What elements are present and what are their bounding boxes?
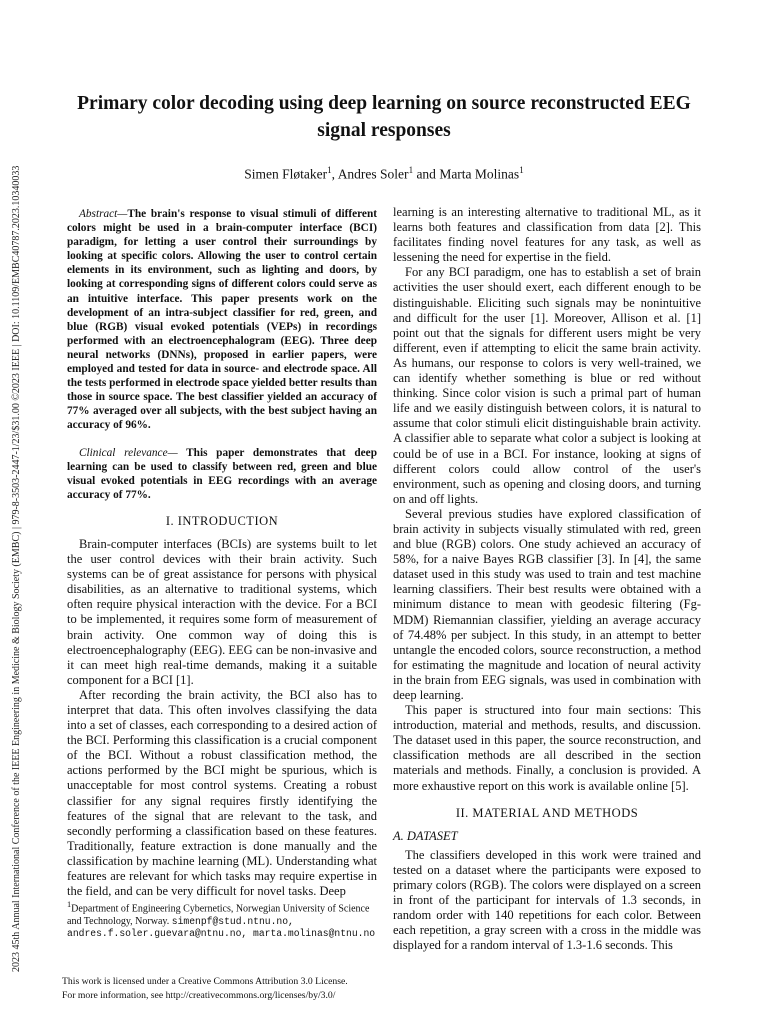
- paper-title: Primary color decoding using deep learning on source reconstructed EEG signal responses: [77, 93, 691, 141]
- abstract-text: The brain's response to visual stimuli of different colors might be used in a brain-computer interface (BCI) paradigm, for letting a user control their surroundings by looking at specific colors. Allowing the user to control certain elements in its environment, such as lighting and doors, by looking at corresponding signs of different colors could serve as an intuitive interface. This paper presents work on the development of an intra-subject classifier for red, green, and blue (RGB) visual evoked potentials (VEPs) in recordings performed with an electroencephalogram (EEG). Three deep neural networks (DNNs), proposed in earlier papers, were employed and tested for data in source- and electrode space. All the tests performed in electrode space yielded better results than those in source space. The best classifier yielded an accuracy of 77% averaged over all subjects, with the best subject having an accuracy of 96%.: [67, 208, 377, 432]
- affiliation-mark: 1: [408, 165, 414, 175]
- affiliation-mark: 1: [327, 165, 332, 175]
- paragraph: The classifiers developed in this work were trained and tested on a dataset where the participants were exposed to primary colors (RGB). The colors were displayed on a screen in front of the participant for intervals of 1.3 seconds, in random order with 140 repetitions for each color. Between each repetition, a gray screen with a cross in the middle was displayed for a random interval of 1.3-1.6 seconds. This: [393, 847, 701, 953]
- author-name: Simen Fløtaker: [244, 166, 328, 182]
- author-separator: ,: [331, 166, 338, 182]
- clinical-relevance-label: Clinical relevance—: [79, 446, 178, 459]
- left-column: [67, 207, 377, 899]
- license-notice: [62, 975, 482, 1002]
- footnote-text: Department of Engineering Cybernetics, Norwegian University of Science and Technology, Norway.: [67, 903, 370, 927]
- abstract: [67, 207, 377, 433]
- right-column: [393, 205, 701, 954]
- paragraph: After recording the brain activity, the BCI also has to interpret that data. This often involves classifying the data into a set of classes, each corresponding to a desired action of the BCI. Performing this classification is a crucial component of the BCI. Without a robust classification method, the actions performed by the BCI might be spurious, which is unacceptable for most control systems. Creating a robust classifier for any signal requires firstly identifying the features of the signal that are relevant to the task, and secondly performing a classification based on these features. Traditionally, feature extraction is done manually and the classification by machine learning (ML). Understanding what features are relevant for which tasks may require expertise in the field, and can be very difficult for novel tasks. Deep: [67, 687, 377, 899]
- subsection-heading-dataset: A. DATASET: [393, 828, 458, 843]
- footnote-mark: 1: [67, 900, 72, 909]
- paragraph: This paper is structured into four main sections: This introduction, material and methods, results, and discussion. The dataset used in this paper, the source reconstruction, and classification methods are all described in the section materials and methods. Finally, a conclusion is provided. A more exhaustive report on this work is available online [5].: [393, 703, 701, 793]
- section-heading-introduction: I. INTRODUCTION: [165, 513, 279, 528]
- paragraph: Brain-computer interfaces (BCIs) are systems built to let the user control devices with their brain activity. Such systems can be of great assistance for persons with physical disabilities, as an alternative to traditional systems, which often require physical interaction with the device. For a BCI to be implemented, it requires some form of measurement of brain activity. One common way of doing this is electroencephalography (EEG). EEG can be non-invasive and it can meet high real-time demands, making it a suitable component for a BCI [1].: [67, 536, 377, 687]
- affiliation-footnote: [67, 899, 377, 941]
- author-name: Andres Soler: [337, 166, 409, 182]
- affiliation-mark: 1: [519, 165, 524, 175]
- license-link-line: For more information, see http://creativecommons.org/licenses/by/3.0/: [62, 989, 336, 1001]
- author-emails: simenpf@stud.ntnu.no, andres.f.soler.guevara@ntnu.no, marta.molinas@ntnu.no: [67, 915, 376, 940]
- paragraph: Several previous studies have explored classification of brain activity in subjects visually stimulated with red, green and blue (RGB) colors. One study achieved an accuracy of 58%, for a naive Bayes RGB classifier [3]. In [4], the same dataset used in this study was used to train and test machine learning classifiers. Their best results were obtained with a minimum distance to mean with geodesic filtering (Fg-MDM) Riemannian classifier, yielding an average accuracy of 74.48% per subject. In this study, in an attempt to better untangle the encoded colors, source reconstruction, a method for estimating the magnitude and location of neural activity in the brain from EEG signals, was used in combination with deep learning.: [393, 506, 701, 702]
- paragraph: learning is an interesting alternative to traditional ML, as it learns both features and classification from data [2]. This facilitates finding novel features for any task, as well as lessening the need for expertise in the field.: [393, 205, 701, 265]
- section-heading-methods: II. MATERIAL AND METHODS: [455, 805, 639, 820]
- abstract-label: Abstract—: [79, 208, 128, 220]
- conference-side-note: 2023 45th Annual International Conference of the IEEE Engineering in Medicine & Biology Society (EMBC) | 979-8-3503-2447-1/23/$31.00 ©2023 IEEE | DOI: 10.1109/EMBC40787.2023.10340033: [11, 165, 22, 972]
- license-line: This work is licensed under a Creative Commons Attribution 3.0 License.: [62, 976, 348, 987]
- author-separator: and: [413, 166, 440, 182]
- author-list: [60, 160, 708, 185]
- clinical-relevance-text: This paper demonstrates that deep learning can be used to classify between red, green and blue visual evoked potentials in EEG recordings with an average accuracy of 77%.: [67, 446, 377, 501]
- author-name: Marta Molinas: [439, 166, 520, 182]
- paragraph: For any BCI paradigm, one has to establish a set of brain activities the user should exert, each different enough to be distinguishable. Eliciting such signals may be nonintuitive and difficult for the user [1]. Moreover, Allison et al. [1] point out that the signals for different users might be very different, even if attempting to elicit the same brain activity. As humans, our response to colors is very well-trained, we can identify whether something is blue or red without thinking. Since color vision is such a primal part of human life and we easily distinguish between colors, it is natural to assume that color stimuli elicit distinguishable brain activity. A classifier able to separate what color a subject is looking at could be of use in a BCI. For instance, looking at signs of different colors could allow control of the user's environment, such as opening and closing doors, and turning on and off lights.: [393, 265, 701, 506]
- clinical-relevance: [67, 446, 377, 502]
